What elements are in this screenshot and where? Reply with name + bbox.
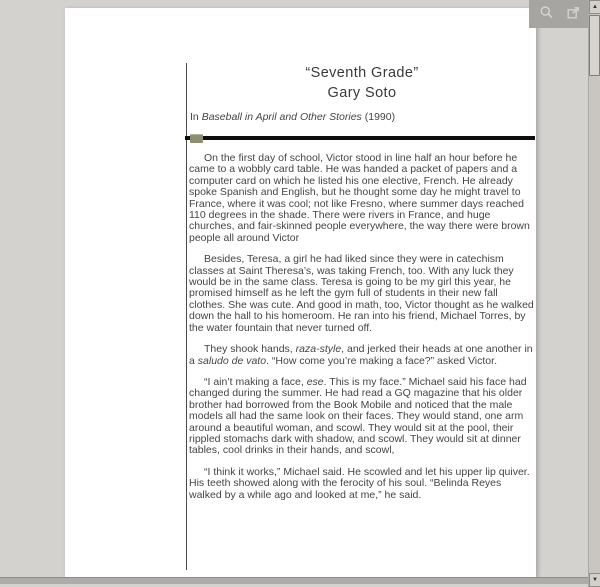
scroll-up-button[interactable] [589, 0, 600, 14]
viewer-toolbar [529, 0, 588, 28]
paragraph: “I ain’t making a face, ese. This is my face.” Michael said his face had changed during the summer. He had read a GQ magazine that his older brother had borrowed from the Book Mobile and noticed that the male models all had the same look on their faces. They would stand, one arm around a beautiful woman, and scowl. They would sit at the pool, their rippled stomachs dark with shadow, and scowl. They would sit at dinner tables, cool drinks in their hands, and scowl, [189, 375, 527, 457]
vertical-scrollbar[interactable] [588, 0, 600, 587]
title-block [189, 63, 535, 103]
rule-end-chip [190, 134, 203, 143]
paragraph: Besides, Teresa, a girl he had liked since they were in catechism classes at Saint Theresa’s, was taking French, too. With any luck they would be in the same class. Teresa is going to be my girl this year, he promised himself as he left the gym full of students in their new fall clothes. She was cute. And good in math, too, Victor thought as he walked down the hall to his homeroom. He ran into his friend, Michael Torres, by the water fountain that never turned off. [189, 253, 534, 334]
paragraph: They shook hands, raza-style, and jerked their heads at one another in a saludo de vato. “How come you’re making a face?” asked Victor. [189, 343, 533, 367]
source-book-title: Baseball in April and Other Stories [201, 111, 362, 123]
magnifier-icon [539, 5, 554, 23]
paragraphs [189, 153, 536, 511]
zoom-button[interactable] [538, 6, 554, 22]
scroll-down-arrow-icon: ▼ [592, 577, 598, 583]
scroll-up-arrow-icon: ▲ [592, 4, 598, 10]
source-prefix: In [190, 111, 202, 123]
horizontal-rule [185, 136, 535, 140]
document-page [65, 8, 536, 577]
viewport-bottom-edge [0, 577, 588, 584]
paragraph: “I think it works,” Michael said. He scowled and let his upper lip quiver. His teeth showed along with the ferocity of his soul. “Belinda Reyes walked by a while ago and looked at me,” he said. [189, 465, 530, 501]
scroll-down-button[interactable] [589, 573, 600, 587]
source-line [190, 111, 536, 123]
open-external-button[interactable] [565, 6, 581, 22]
scrollbar-thumb[interactable] [589, 15, 600, 76]
page-title: “Seventh Grade” [305, 65, 419, 81]
author-name: Gary Soto [327, 85, 397, 101]
open-external-icon [566, 5, 581, 23]
source-suffix: (1990) [361, 111, 396, 123]
paragraph: On the first day of school, Victor stood in line half an hour before he came to a wobbly card table. He was handed a packet of papers and a computer card on which he listed his one elective, French. He already spoke Spanish and English, but he thought some day he might travel to France, where it was cool; not like Fresno, where summer days reached 110 degrees in the shade. There were rivers in France, and huge churches, and fair-skinned people everywhere, the way there were brown people all around Victor [189, 152, 530, 244]
